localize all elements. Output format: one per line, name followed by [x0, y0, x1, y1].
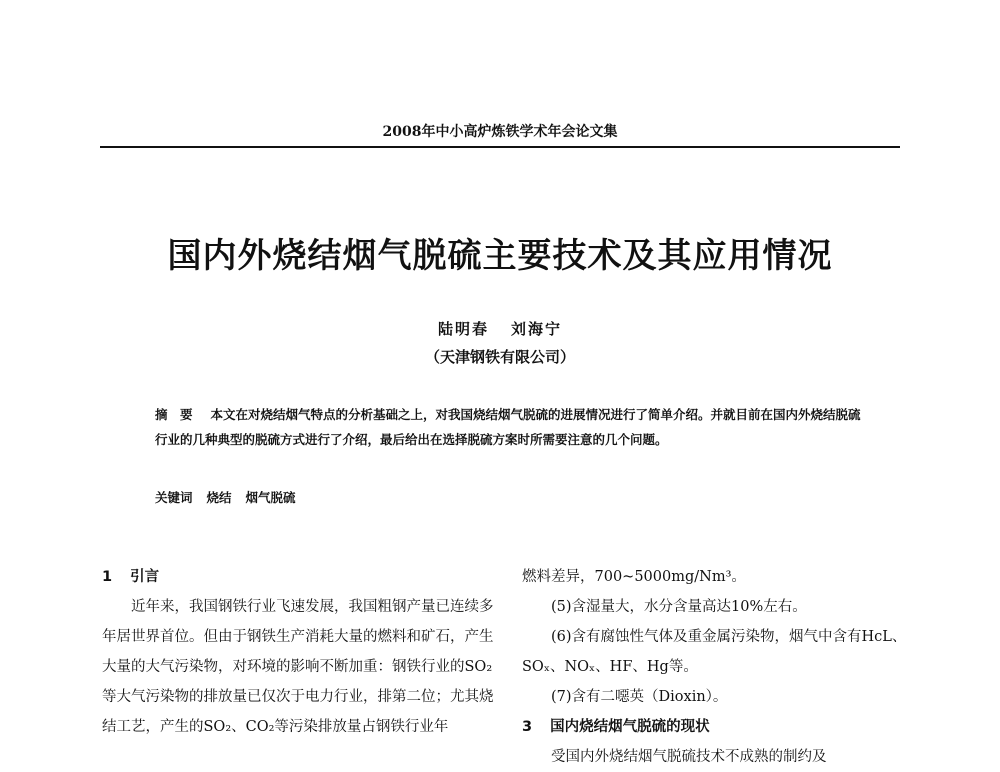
- abstract-text: 本文在对烧结烟气特点的分析基础之上，对我国烧结烟气脱硫的进展情况进行了简单介绍。并就目前在国内外烧结脱硫行业的几种典型的脱硫方式进行了介绍，最后给出在选择脱硫方案时所需要注意的几个问题。: [155, 407, 861, 447]
- section-1-title: 引言: [130, 569, 160, 585]
- keywords: [155, 488, 310, 506]
- right-column: [522, 562, 916, 772]
- section-1-heading: [102, 562, 498, 592]
- abstract-label: 摘 要: [155, 407, 193, 422]
- abstract: [155, 402, 865, 452]
- keywords-label: 关键词: [155, 490, 193, 505]
- section-3-number: 3: [522, 719, 533, 735]
- author-1: 陆明春: [437, 320, 489, 338]
- feature-item-5: (5)含湿量大，水分含量高达10%左右。: [551, 599, 807, 615]
- continued-line: 燃料差异，700~5000mg/Nm³。: [522, 569, 746, 585]
- affiliation: （天津钢铁有限公司）: [424, 348, 575, 366]
- section-3-heading: [522, 712, 916, 742]
- section-1-number: 1: [102, 569, 113, 585]
- section-1-paragraph: 近年来，我国钢铁行业飞速发展，我国粗钢产量已连续多年居世界首位。但由于钢铁生产消耗大量的燃料和矿石，产生大量的大气污染物，对环境的影响不断加重：钢铁行业的SO₂等大气污染物的排放量已仅次于电力行业，排第二位；尤其烧结工艺，产生的SO₂、CO₂等污染排放量占钢铁行业年: [102, 599, 494, 735]
- keyword-2: 烟气脱硫: [245, 490, 296, 505]
- feature-item-6: (6)含有腐蚀性气体及重金属污染物，烟气中含有HcL、SOₓ、NOₓ、HF、Hg等。: [522, 629, 907, 675]
- paper-title: 国内外烧结烟气脱硫主要技术及其应用情况: [167, 236, 833, 276]
- running-head: 2008年中小高炉炼铁学术年会论文集: [382, 124, 618, 140]
- section-3-paragraph: 受国内外烧结烟气脱硫技术不成熟的制约及: [551, 749, 827, 765]
- author-2: 刘海宁: [511, 320, 563, 338]
- feature-item-7: (7)含有二噁英（Dioxin）。: [551, 689, 728, 705]
- authors: [0, 318, 1000, 339]
- keyword-1: 烧结: [206, 490, 232, 505]
- header-rule: [100, 146, 900, 148]
- left-column: [102, 562, 498, 742]
- section-3-title: 国内烧结烟气脱硫的现状: [550, 719, 710, 735]
